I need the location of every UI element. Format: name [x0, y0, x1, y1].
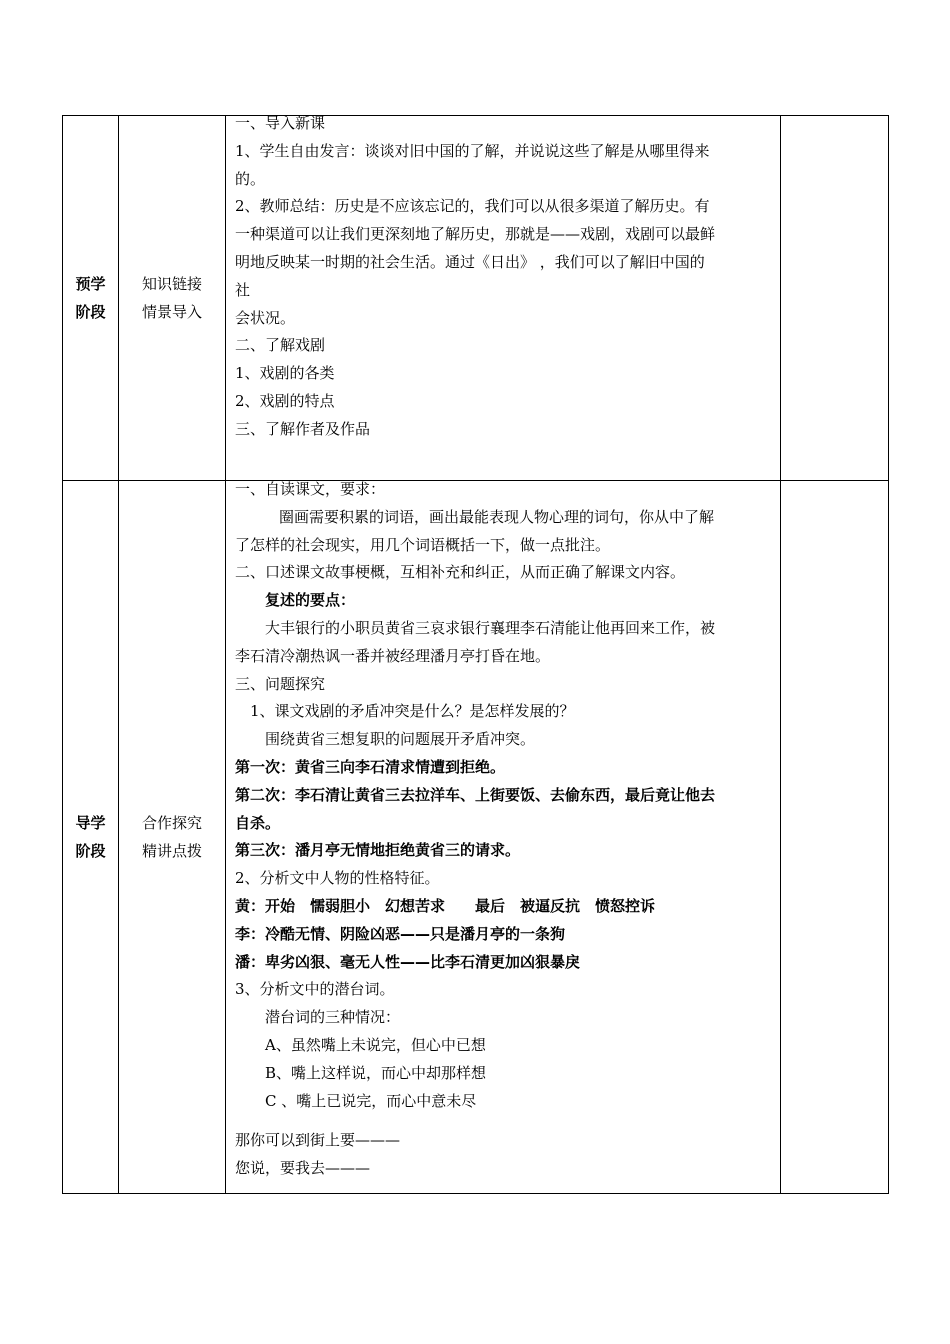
stage-label: 预学 — [75, 275, 106, 293]
content-line: 黄：开始 懦弱胆小 幻想苦求 最后 被逼反抗 愤怒控诉 — [235, 896, 656, 915]
content-line: 复述的要点： — [265, 591, 356, 610]
content-line: 潘：卑劣凶狠、毫无人性——比李石清更加凶狠暴戾 — [235, 952, 581, 971]
stage-cell — [63, 481, 119, 1194]
content-line: 三、问题探究 — [235, 674, 326, 693]
content-line: C 、嘴上已说完，而心中意未尽 — [265, 1091, 477, 1110]
content-line: 圈画需要积累的词语，画出最能表现人物心理的词句，你从中了解 — [279, 507, 715, 526]
lesson-plan-table — [62, 115, 889, 1194]
content-line: 潜台词的三种情况： — [265, 1008, 401, 1027]
content-line: 了怎样的社会现实，用几个词语概括一下，做一点批注。 — [235, 535, 611, 554]
content-line: 明地反映某一时期的社会生活。通过《日出》 ，我们可以了解旧中国的 — [235, 252, 705, 271]
content-line: 李：冷酷无情、阴险凶恶——只是潘月亭的一条狗 — [235, 924, 566, 943]
method-cell — [119, 116, 226, 481]
content-line: 三、了解作者及作品 — [235, 419, 371, 438]
content-line: 2、戏剧的特点 — [235, 391, 335, 410]
content-cell — [226, 116, 781, 481]
content-line: 第二次：李石清让黄省三去拉洋车、上街要饭、去偷东西，最后竟让他去 — [235, 785, 716, 804]
content-line: 您说，要我去——— — [235, 1159, 371, 1178]
notes-cell — [781, 116, 889, 481]
content-line: 自杀。 — [235, 813, 281, 832]
stage-label: 导学 — [75, 814, 106, 832]
content-line: 二、口述课文故事梗概，互相补充和纠正，从而正确了解课文内容。 — [235, 563, 686, 582]
content-line: 二、了解戏剧 — [235, 336, 326, 355]
content-line: 第一次：黄省三向李石清求情遭到拒绝。 — [235, 757, 506, 776]
content-line: 围绕黄省三想复职的问题展开矛盾冲突。 — [265, 730, 536, 749]
content-line: 1、学生自由发言：谈谈对旧中国的了解，并说说这些了解是从哪里得来 — [235, 141, 710, 160]
table-row — [63, 116, 889, 481]
content-line: 李石清冷潮热讽一番并被经理潘月亭打昏在地。 — [235, 646, 551, 665]
method-label: 情景导入 — [141, 303, 202, 321]
content-line: 一种渠道可以让我们更深刻地了解历史，那就是——戏剧，戏剧可以最鲜 — [235, 225, 716, 244]
content-line: A、虽然嘴上未说完，但心中已想 — [265, 1035, 486, 1054]
content-line: 2、分析文中人物的性格特征。 — [235, 869, 440, 888]
content-line: 会状况。 — [235, 308, 296, 327]
content-line: 第三次：潘月亭无情地拒绝黄省三的请求。 — [235, 841, 521, 860]
method-label: 知识链接 — [141, 275, 202, 293]
content-line: 那你可以到街上要——— — [235, 1131, 401, 1150]
content-line: 3、分析文中的潜台词。 — [235, 980, 395, 999]
content-line: 1、课文戏剧的矛盾冲突是什么？是怎样发展的？ — [250, 702, 575, 721]
content-line: 大丰银行的小职员黄省三哀求银行襄理李石清能让他再回来工作，被 — [265, 618, 716, 637]
content-line: 2、教师总结：历史是不应该忘记的，我们可以从很多渠道了解历史。有 — [235, 197, 710, 216]
method-label: 精讲点拨 — [141, 842, 202, 860]
content-line: 1、戏剧的各类 — [235, 364, 335, 383]
content-line: 社 — [235, 280, 251, 299]
content-line: 一、自读课文，要求： — [235, 480, 386, 498]
stage-cell — [63, 116, 119, 481]
stage-label: 阶段 — [75, 842, 106, 860]
method-cell — [119, 481, 226, 1194]
stage-label: 阶段 — [75, 303, 106, 321]
spacer — [235, 1115, 774, 1127]
method-label: 合作探究 — [141, 814, 202, 832]
content-line: B、嘴上这样说，而心中却那样想 — [265, 1063, 487, 1082]
content-cell — [226, 481, 781, 1194]
notes-cell — [781, 481, 889, 1194]
table-row — [63, 481, 889, 1194]
content-line: 一、导入新课 — [235, 114, 326, 132]
content-line: 的。 — [235, 169, 266, 188]
